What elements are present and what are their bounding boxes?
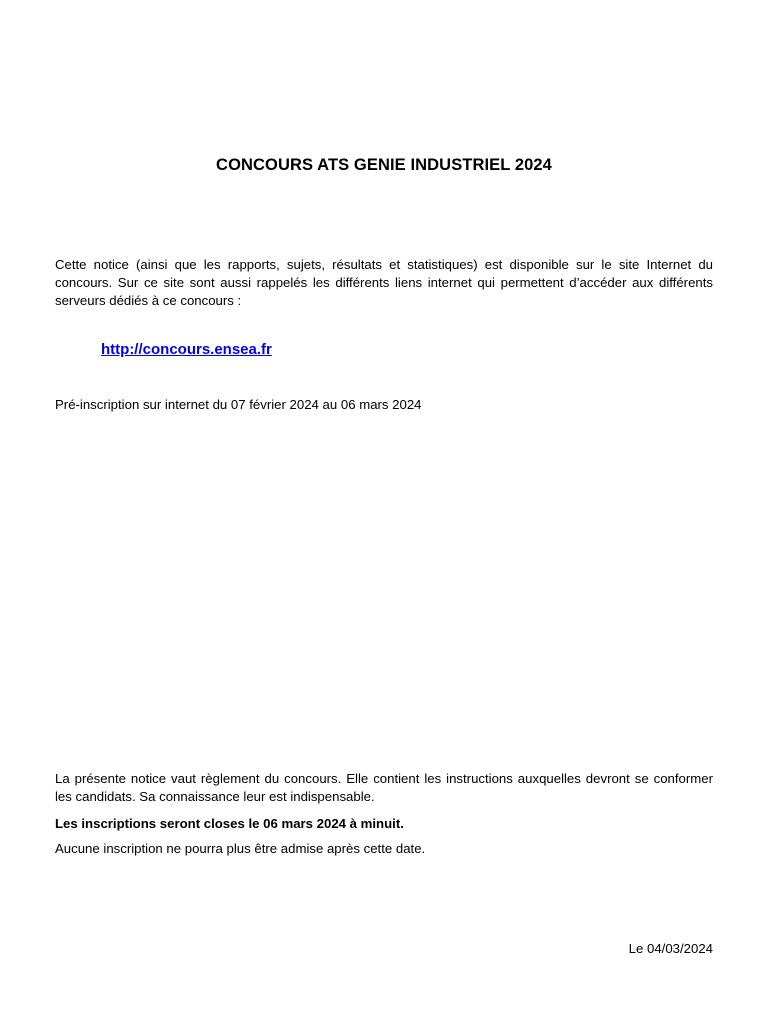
closing-notice: Les inscriptions seront closes le 06 mars 2024 à minuit. [55, 816, 404, 831]
document-title: CONCOURS ATS GENIE INDUSTRIEL 2024 [216, 156, 552, 174]
preinscription-dates: Pré-inscription sur internet du 07 février 2024 au 06 mars 2024 [55, 397, 422, 412]
document-date: Le 04/03/2024 [628, 941, 713, 956]
no-admission-notice: Aucune inscription ne pourra plus être admise après cette date. [55, 841, 426, 856]
intro-paragraph: Cette notice (ainsi que les rapports, sujets, résultats et statistiques) est disponible sur le site Internet du concours. Sur ce site sont aussi rappelés les différents liens internet qui permettent d’accéder aux différents serveurs dédiés à ce concours : [55, 257, 713, 308]
reglement-paragraph: La présente notice vaut règlement du concours. Elle contient les instructions auxquelles devront se conformer les candidats. Sa connaissance leur est indispensable. [55, 771, 713, 804]
concours-website-link[interactable]: http://concours.ensea.fr [101, 341, 272, 358]
